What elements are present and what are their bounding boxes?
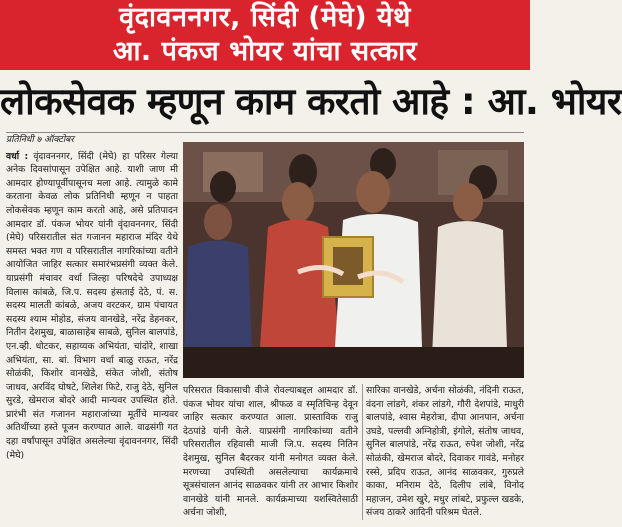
headline-rule — [6, 132, 524, 133]
headline: लोकसेवक म्हणून काम करतो आहे : आ. भोयर — [0, 80, 622, 123]
dateline: वर्धा : — [6, 150, 29, 162]
byline: प्रतिनिधी ७ ऑक्टोबर — [6, 135, 74, 145]
article-column-2: परिसरात विकासाची वीजे रोवल्याबद्दल आमदार डॉ. पंकज भोयर यांचा शाल, श्रीफळ व स्मृतिचिन्ह देवून जाहिर सत्कार करण्यात आला. प्रास्ताविक राजु देठपांडे यांनी केले. याप्रसंगी नागरिकांच्या वतीने परिसरातील रहिवासी माजी जि.प. सदस्य नितिन देशमुख, सुनिल बैदरकर यांनी मनोगत व्यक्त केले. मरणच्या उपस्थिती असलेल्याचा कार्यक्रमाचे सूत्रसंचालन आनंद साळवकर यांनी तर आभार किशोर वानखेडे यांनी मानले. कार्यक्रमाच्या यशस्वितेसाठी अर्चना जोशी, — [183, 385, 358, 519]
photo-illustration — [183, 142, 524, 378]
kicker-line-2: आ. पंकज भोयर यांचा सत्कार — [112, 36, 418, 67]
column-divider — [362, 384, 363, 520]
article-column-3: सारिका वानखेडे, अर्चना सोळंकी, नंदिनी राऊत, वंदना लांडगे, शंकर लांडगे, गौरी देशपांडे, माधुरी बालपांडे, श्वास मेहरोत्रा, दीपा आनपान, अर्चना उघडे, पल्लवी अग्निहोत्री, इंगोले, संतोष जाधव, सुनिल बालपांडे, नरेंद्र राऊत, रुपेश जोशी, नरेंद्र सोळंकी, खेमराज बोदरे, दिवाकर गावंडे, मनोहर रस्से, प्रदिप राऊत, आनंद साळवकर, गुरुप्रले काका, मनिराम देठे, दिलीप लांबे, विनोद महाजन, उमेश खुरे, मधुर लांबटे, प्रफुल्ल खडके, संजय ठाकरे आदिनी परिश्रम घेतले. — [366, 385, 524, 519]
felicitation-photo — [183, 142, 524, 378]
article-column-1 — [6, 134, 178, 462]
kicker-banner — [0, 0, 530, 70]
article-text-1: वृंदावननगर, सिंदी (मेघे) हा परिसर गेल्या अनेक दिवसांपासून उपेक्षित आहे. याशी जाण मी आमदार होण्यापूर्वीपासूनच मला आहे. त्यामुळे कामे करताना केवळ लोक प्रतिनिधी म्हणून न पाहता लोकसेवक म्हणून काम करतो आहे, असे प्रतिपादन आमदार डॉ. पंकज भोयर यांनी वृंदावननगर, सिंदी (मेघे) परिसरातील संत गजानन महाराज मंदिर येथे समस्त भक्त गण व परिसरातील नागरिकांच्या वतीने आयोजित जाहिर सत्कार समारंभप्रसंगी व्यक्त केले. याप्रसंगी मंचावर वर्धा जिल्हा परिषदेचे उपाध्यक्ष विलास कांबळे, जि.प. सदस्य हंसताई देठे, पं. स. सदस्य मालती कांबळे, अजय वरटकर, ग्राम पंचायत सदस्य श्याम मोहोड, संजय वानखेडे, नरेंद्र डेहनकर, नितीन देशमुख, बाळासाहेब साबळे, सुनिल बालपांडे, एन.व्ही. धोटकर, सहाय्यक अभियंता, चांदोरे, शाखा अभियंता, सा. बां. विभाग वर्धा बाळु राऊत, नरेंद्र सोळंकी, किशोर वानखेडे, संकेत जोशी, संतोष जाधव, अरविंद घोषटे, शिलेश फिटे, राजु देठे, सुनिल सुरडे, खेमराज बोदरे आदी मान्यवर उपस्थित होते. प्रारंभी संत गजानन महाराजांच्या मूर्तीचे मान्यवर अतिथींच्या हस्ते पूजन करण्यात आले. वाढसंगी गत दहा वर्षांपासून उपेक्षित असलेल्या वृंदावननगर, सिंदी (मेघे) — [6, 150, 179, 461]
kicker-line-1: वृंदावननगर, सिंदी (मेघे) येथे — [119, 2, 411, 33]
